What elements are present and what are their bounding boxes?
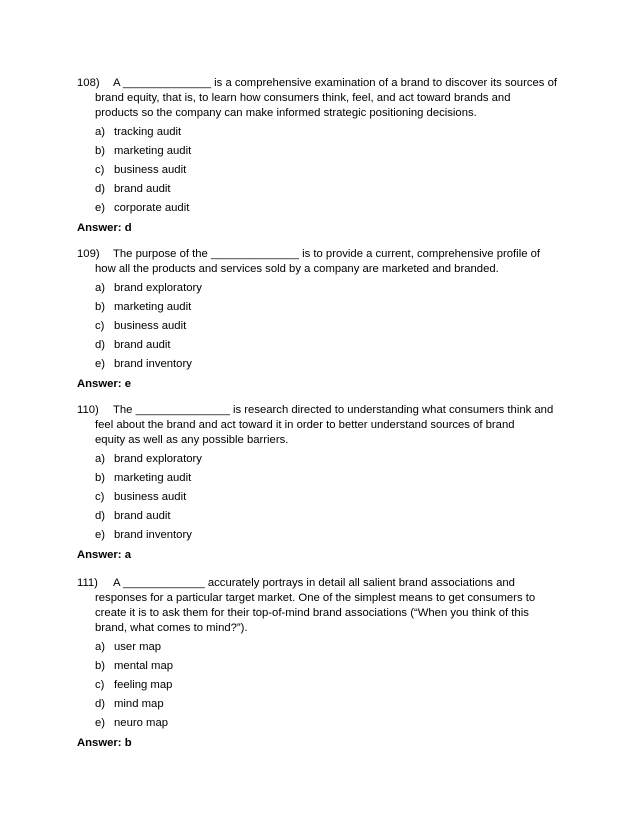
option-letter: d): [95, 339, 106, 351]
option-letter: e): [95, 202, 106, 214]
option-text: business audit: [114, 164, 187, 176]
option-text: business audit: [114, 320, 187, 332]
option-item: [77, 317, 567, 336]
option-letter: e): [95, 358, 106, 370]
option-letter: e): [95, 717, 106, 729]
option-item: [77, 695, 567, 714]
answer-line: Answer: b: [77, 737, 132, 749]
question-stem: [77, 76, 567, 121]
option-letter: a): [95, 453, 106, 465]
option-item: [77, 279, 567, 298]
option-text: brand inventory: [114, 358, 192, 370]
option-letter: a): [95, 282, 106, 294]
question-text-line: how all the products and services sold by a company are marketed and branded.: [95, 263, 499, 275]
option-letter: b): [95, 472, 106, 484]
option-text: tracking audit: [114, 126, 182, 138]
option-text: feeling map: [114, 679, 173, 691]
option-letter: c): [95, 679, 105, 691]
question-number: 110): [77, 404, 99, 416]
option-letter: a): [95, 126, 106, 138]
option-list: [77, 123, 567, 218]
option-text: brand inventory: [114, 529, 192, 541]
option-letter: e): [95, 529, 106, 541]
option-text: marketing audit: [114, 301, 192, 313]
option-item: [77, 469, 567, 488]
option-item: [77, 123, 567, 142]
option-list: [77, 638, 567, 733]
option-item: [77, 161, 567, 180]
option-text: brand exploratory: [114, 453, 202, 465]
question-text-line: responses for a particular target market. One of the simplest means to get consumers to: [95, 592, 536, 604]
question-block: [77, 576, 567, 752]
question-number: 111): [77, 577, 98, 589]
option-text: marketing audit: [114, 145, 192, 157]
question-text-line: feel about the brand and act toward it in order to better understand sources of brand: [95, 419, 515, 431]
option-item: [77, 355, 567, 374]
option-letter: c): [95, 164, 105, 176]
question-stem: [77, 576, 567, 636]
option-item: [77, 142, 567, 161]
question-block: [77, 403, 567, 564]
option-text: brand audit: [114, 510, 171, 522]
option-letter: a): [95, 641, 106, 653]
question-number: 109): [77, 248, 100, 260]
option-letter: d): [95, 510, 106, 522]
option-item: [77, 336, 567, 355]
option-letter: b): [95, 660, 106, 672]
answer-line: Answer: d: [77, 222, 132, 234]
option-text: brand exploratory: [114, 282, 202, 294]
question-block: [77, 247, 567, 393]
option-letter: b): [95, 301, 106, 313]
option-text: brand audit: [114, 183, 171, 195]
option-letter: b): [95, 145, 106, 157]
question-block: [77, 76, 567, 237]
question-text-line: brand equity, that is, to learn how consumers think, feel, and act toward brands and: [95, 92, 511, 104]
question-stem: [77, 247, 567, 277]
question-text-line: The _______________ is research directed to understanding what consumers think and: [113, 404, 554, 416]
option-letter: c): [95, 320, 105, 332]
option-item: [77, 638, 567, 657]
option-text: neuro map: [114, 717, 169, 729]
option-text: mental map: [114, 660, 174, 672]
answer-line: Answer: e: [77, 378, 131, 390]
option-item: [77, 507, 567, 526]
option-text: marketing audit: [114, 472, 192, 484]
question-text-line: equity as well as any possible barriers.: [95, 434, 289, 446]
option-item: [77, 526, 567, 545]
option-text: mind map: [114, 698, 164, 710]
option-text: brand audit: [114, 339, 171, 351]
option-item: [77, 199, 567, 218]
option-item: [77, 298, 567, 317]
question-text-line: The purpose of the ______________ is to provide a current, comprehensive profile of: [113, 248, 541, 260]
question-text-line: products so the company can make informed strategic positioning decisions.: [95, 107, 477, 119]
question-text-line: A ______________ is a comprehensive examination of a brand to discover its sources of: [113, 77, 557, 89]
question-text-line: create it is to ask them for their top-of-mind brand associations (“When you think of this: [95, 607, 529, 619]
question-stem: [77, 403, 567, 448]
option-letter: c): [95, 491, 105, 503]
option-list: [77, 450, 567, 545]
option-list: [77, 279, 567, 374]
option-item: [77, 180, 567, 199]
question-text-line: A _____________ accurately portrays in detail all salient brand associations and: [113, 577, 515, 589]
option-item: [77, 676, 567, 695]
question-number: 108): [77, 77, 100, 89]
answer-line: Answer: a: [77, 549, 131, 561]
option-letter: d): [95, 183, 106, 195]
option-item: [77, 450, 567, 469]
option-item: [77, 714, 567, 733]
question-text-line: brand, what comes to mind?”).: [95, 622, 248, 634]
option-text: user map: [114, 641, 162, 653]
option-text: corporate audit: [114, 202, 190, 214]
option-letter: d): [95, 698, 106, 710]
option-item: [77, 657, 567, 676]
option-text: business audit: [114, 491, 187, 503]
option-item: [77, 488, 567, 507]
